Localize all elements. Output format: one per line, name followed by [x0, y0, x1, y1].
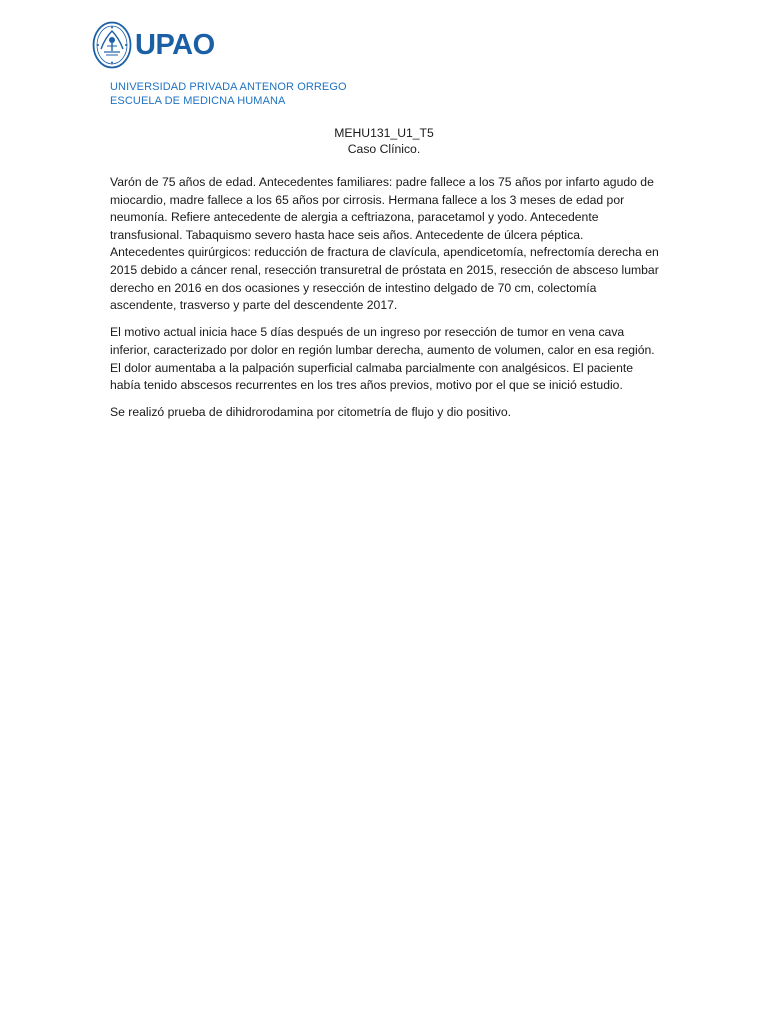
university-name: UNIVERSIDAD PRIVADA ANTENOR ORREGO	[110, 81, 347, 93]
document-subtitle: Caso Clínico.	[347, 142, 421, 156]
university-logo	[92, 20, 215, 70]
document-title-block	[110, 125, 658, 157]
paragraph-test-result: Se realizó prueba de dihidrorodamina por citometría de flujo y dio positivo.	[110, 405, 512, 420]
paragraph-current-illness: El motivo actual inicia hace 5 días después de un ingreso por resección de tumor en vena cava inferior, caracterizado por dolor en región lumbar derecha, aumento de volumen, calor en esa región. El dolor aumentaba a la palpación superficial calmaba parcialmente con analgésicos. El paciente había tenido abscesos recurrentes en los tres años previos, motivo por el que se inició estudio.	[110, 325, 655, 393]
document-body	[110, 174, 660, 432]
school-name: ESCUELA DE MEDICNA HUMANA	[110, 95, 286, 107]
institution-header	[110, 80, 347, 108]
logo-wordmark: UPAO	[135, 28, 215, 61]
university-seal-icon	[92, 21, 132, 69]
paragraph-history: Varón de 75 años de edad. Antecedentes familiares: padre fallece a los 75 años por infarto agudo de miocardio, madre fallece a los 65 años por cirrosis. Hermana fallece a los 3 meses de edad por neumonía. Refiere antecedente de alergia a ceftriazona, paracetamol y yodo. Antecedente transfusional. Tabaquismo severo hasta hace seis años. Antecedente de úlcera péptica. Antecedentes quirúrgicos: reducción de fractura de clavícula, apendicetomía, nefrectomía derecha en 2015 debido a cáncer renal, resección transuretral de próstata en 2015, resección de absceso lumbar derecho en 2016 en dos ocasiones y resección de intestino delgado de 70 cm, colectomía ascendente, trasverso y parte del descendente 2017.	[110, 175, 659, 313]
document-code: MEHU131_U1_T5	[334, 126, 434, 140]
